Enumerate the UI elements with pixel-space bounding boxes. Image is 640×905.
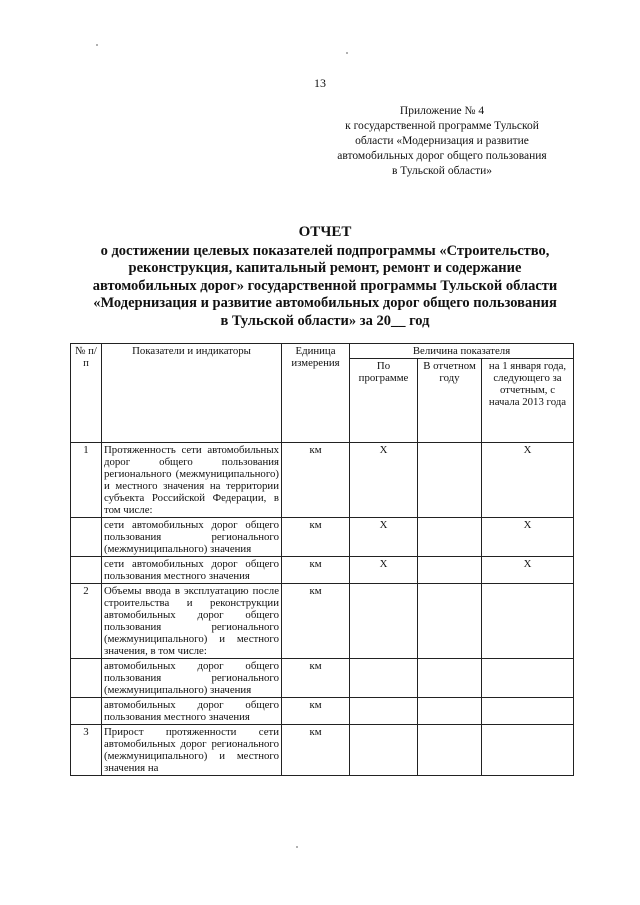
row-plan	[350, 698, 418, 725]
appendix-line: области «Модернизация и развитие	[355, 135, 529, 147]
row-indicator: Объемы ввода в эксплуатацию после строительства и реконструкции автомобильных дорог общего пользования регионального (межмуниципального) и местного значения, в том числе:	[102, 584, 282, 659]
scan-speck	[96, 44, 98, 46]
report-table	[70, 343, 574, 776]
report-title	[60, 224, 590, 330]
appendix-block	[318, 104, 566, 179]
row-indicator: автомобильных дорог общего пользования регионального (межмуниципального) значения	[102, 659, 282, 698]
row-plan: X	[350, 518, 418, 557]
row-indicator: Протяженность сети автомобильных дорог общего пользования регионального (межмуниципального) и местного значения на территории субъекта Российской Федерации, в том числе:	[102, 443, 282, 518]
report-title-line: о достижении целевых показателей подпрограммы «Строительство,	[100, 242, 550, 259]
row-unit: км	[282, 725, 350, 776]
row-since: X	[482, 557, 574, 584]
header-num: № п/п	[71, 344, 102, 443]
row-num	[71, 557, 102, 584]
row-num	[71, 518, 102, 557]
report-heading: ОТЧЕТ	[298, 224, 352, 240]
row-indicator: автомобильных дорог общего пользования местного значения	[102, 698, 282, 725]
table-header-row	[71, 344, 574, 359]
row-unit: км	[282, 698, 350, 725]
row-actual	[418, 584, 482, 659]
appendix-line: к государственной программе Тульской	[345, 120, 539, 132]
header-since: на 1 января года, следующего за отчетным, с начала 2013 года	[482, 359, 574, 443]
row-unit: км	[282, 518, 350, 557]
row-since: X	[482, 443, 574, 518]
row-unit: км	[282, 659, 350, 698]
header-indicator: Показатели и индикаторы	[102, 344, 282, 443]
appendix-line: Приложение № 4	[399, 105, 485, 117]
row-actual	[418, 725, 482, 776]
row-actual	[418, 443, 482, 518]
row-indicator: Прирост протяженности сети автомобильных дорог регионального (межмуниципального) и местного значения на	[102, 725, 282, 776]
row-num: 3	[71, 725, 102, 776]
row-num: 2	[71, 584, 102, 659]
row-indicator: сети автомобильных дорог общего пользования регионального (межмуниципального) значения	[102, 518, 282, 557]
row-plan	[350, 659, 418, 698]
row-since	[482, 659, 574, 698]
row-indicator: сети автомобильных дорог общего пользования местного значения	[102, 557, 282, 584]
table-row	[71, 584, 574, 659]
row-unit: км	[282, 557, 350, 584]
row-unit: км	[282, 443, 350, 518]
appendix-line: автомобильных дорог общего пользования	[337, 150, 547, 162]
table-row	[71, 518, 574, 557]
row-num	[71, 659, 102, 698]
table-row	[71, 443, 574, 518]
scan-speck	[296, 846, 298, 848]
row-plan	[350, 584, 418, 659]
appendix-line: в Тульской области»	[391, 165, 493, 177]
row-actual	[418, 518, 482, 557]
report-title-line: в Тульской области» за 20__ год	[220, 312, 430, 329]
row-since: X	[482, 518, 574, 557]
row-actual	[418, 698, 482, 725]
report-title-line: реконструкция, капитальный ремонт, ремонт и содержание	[128, 260, 522, 276]
table-row	[71, 725, 574, 776]
row-num	[71, 698, 102, 725]
row-actual	[418, 659, 482, 698]
table-row	[71, 557, 574, 584]
row-unit: км	[282, 584, 350, 659]
table-row	[71, 698, 574, 725]
table-row	[71, 659, 574, 698]
report-title-line: «Модернизация и развитие автомобильных дорог общего пользования	[93, 295, 557, 311]
row-num: 1	[71, 443, 102, 518]
row-plan	[350, 725, 418, 776]
scan-speck	[346, 52, 348, 54]
row-since	[482, 725, 574, 776]
row-since	[482, 584, 574, 659]
row-plan: X	[350, 443, 418, 518]
header-value-group: Величина показателя	[350, 344, 574, 359]
header-plan: По программе	[350, 359, 418, 443]
row-actual	[418, 557, 482, 584]
row-plan: X	[350, 557, 418, 584]
row-since	[482, 698, 574, 725]
report-title-line: автомобильных дорог» государственной программы Тульской области	[92, 277, 558, 294]
header-unit: Единица измерения	[282, 344, 350, 443]
page-number: 13	[314, 76, 326, 90]
header-actual: В отчетном году	[418, 359, 482, 443]
